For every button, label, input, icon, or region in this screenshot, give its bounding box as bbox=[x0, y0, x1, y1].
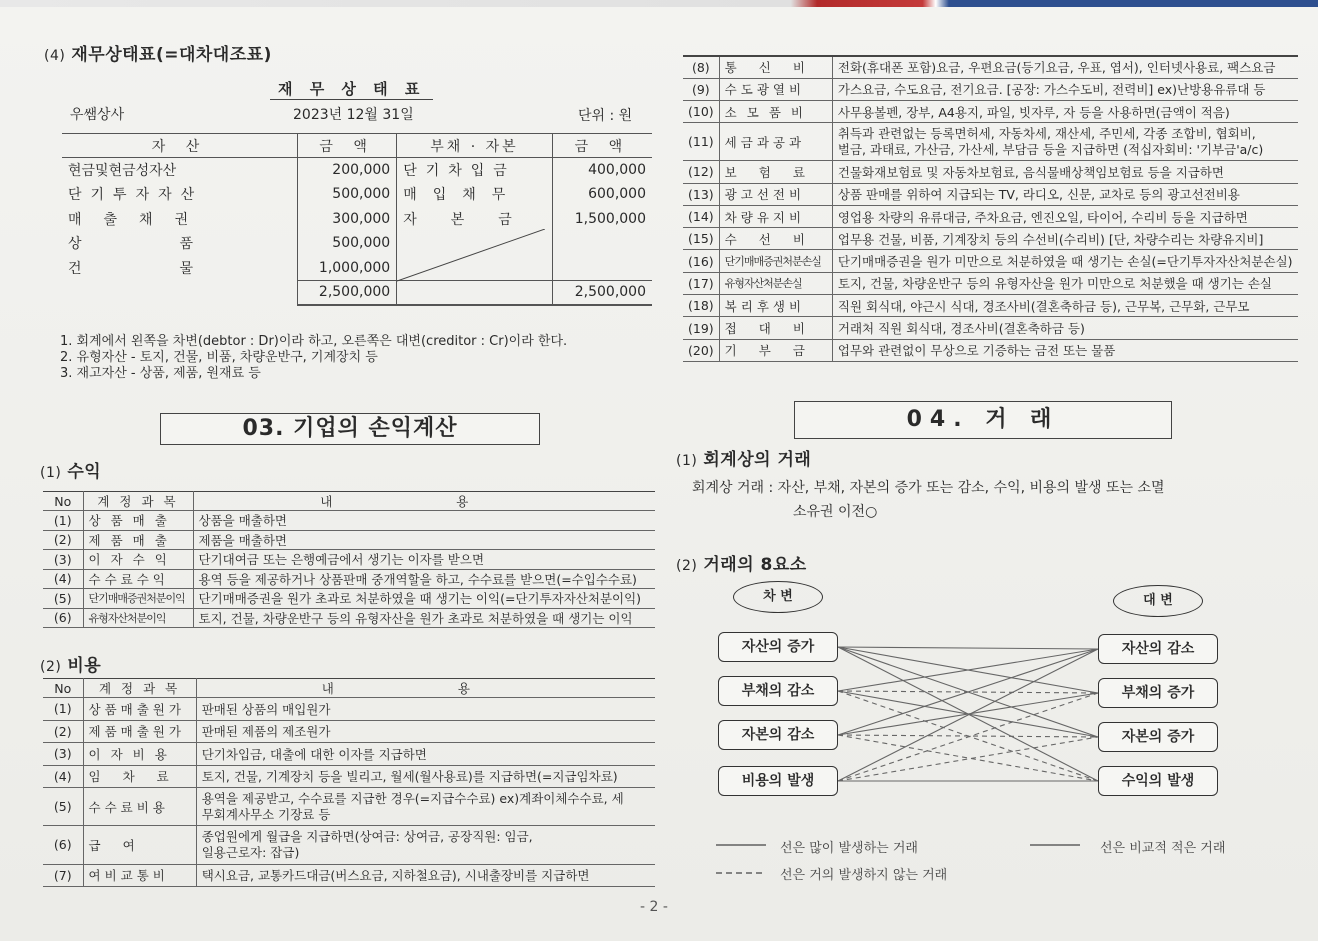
description-text: 업무용 건물, 비품, 기계장치 등의 수선비(수리비) [단, 차량수리는 차량유지비] bbox=[837, 231, 1264, 247]
liability-name: 단기차입금 bbox=[397, 158, 553, 183]
asset-amount: 500,000 bbox=[298, 231, 397, 256]
asset-amount: 500,000 bbox=[298, 182, 397, 207]
description-text: 직원 회식대, 야근시 식대, 경조사비(결혼축하금 등), 근무복, 근무화, 근무모 bbox=[837, 298, 1250, 314]
statement-date: 2023년 12월 31일 bbox=[293, 107, 414, 123]
note-item: 3. 재고자산 - 상품, 제품, 원재료 등 bbox=[60, 366, 261, 381]
description-text: 토지, 건물, 차량운반구 등의 유형자산을 원가 미만으로 처분했을 때 생기는 손실 bbox=[837, 276, 1272, 292]
row-number: (10) bbox=[683, 101, 719, 123]
liability-name: 매입채무 bbox=[397, 182, 553, 207]
accounting-tx-line1: 회계상 거래 : 자산, 부채, 자본의 증가 또는 감소, 수익, 비용의 발생 또는 소멸 bbox=[692, 480, 1165, 496]
account-name: 유형자산처분손실 bbox=[719, 272, 832, 294]
header-liabilities: 부채 · 자본 bbox=[397, 134, 553, 158]
row-number: (6) bbox=[43, 826, 83, 864]
description-text: 영업용 차량의 유류대금, 주차요금, 엔진오일, 타이어, 수리비 등을 지급하면 bbox=[837, 209, 1248, 225]
accounting-tx-title: 회계상의 거래 bbox=[703, 450, 812, 470]
description-text: 단기매매증권을 원가 미만으로 처분하였을 때 생기는 손실(=단기투자자산처분손실) bbox=[837, 254, 1293, 270]
description-text: 토지, 건물, 차량운반구 등의 유형자산을 원가 초과로 처분하였을 때 생기는 이익 bbox=[198, 610, 633, 626]
account-name: 상품매출원가 bbox=[83, 698, 196, 721]
transaction-line bbox=[838, 693, 1098, 781]
description-text: 단기매매증권을 원가 초과로 처분하였을 때 생기는 이익(=단기투자자산처분이익) bbox=[198, 591, 642, 607]
row-number: (2) bbox=[43, 720, 83, 743]
account-name: 통신비 bbox=[719, 56, 832, 78]
transaction-line bbox=[838, 693, 1098, 735]
liability-amount: 1,500,000 bbox=[574, 210, 646, 227]
page-number: - 2 - bbox=[640, 899, 668, 915]
section03-title: 03. 기업의 손익계산 bbox=[160, 413, 540, 445]
description-text: 단기차입금, 대출에 대한 이자를 지급하면 bbox=[201, 746, 427, 762]
row-number: (11) bbox=[683, 123, 719, 161]
transaction-lines bbox=[0, 7, 1318, 941]
transaction-line bbox=[838, 649, 1098, 691]
asset-amount: 300,000 bbox=[298, 207, 397, 232]
total-right: 2,500,000 bbox=[552, 280, 652, 305]
description-text: 토지, 건물, 기계장치 등을 빌리고, 월세(월사용료)를 지급하면(=지급임차료) bbox=[201, 769, 618, 785]
account-name: 유형자산처분이익 bbox=[83, 608, 193, 628]
credit-label: 대 변 bbox=[1113, 585, 1203, 617]
balance-sheet-num: (4) bbox=[44, 48, 66, 64]
row-number: (14) bbox=[683, 205, 719, 227]
expense-num: (2) bbox=[40, 659, 62, 675]
description-text: 택시요금, 교통카드대금(버스요금, 지하철요금), 시내출장비를 지급하면 bbox=[201, 868, 590, 884]
description-text: 상품을 매출하면 bbox=[198, 513, 287, 529]
description-text: 용역을 제공받고, 수수료를 지급한 경우(=지급수수료) ex)계좌이체수수료, 세 bbox=[201, 790, 624, 806]
account-name: 상품매출 bbox=[83, 511, 193, 531]
accounting-tx-line2: 소유권 이전○ bbox=[793, 504, 878, 520]
account-name: 이자수익 bbox=[83, 550, 193, 570]
description-text: 건물화재보험료 및 자동차보험료, 음식물배상책임보험료 등을 지급하면 bbox=[837, 164, 1224, 180]
description-text: 단기대여금 또는 은행예금에서 생기는 이자를 받으면 bbox=[198, 552, 485, 568]
row-number: (4) bbox=[43, 569, 83, 589]
liability-amount: 600,000 bbox=[588, 186, 646, 203]
note-item: 1. 회계에서 왼쪽을 차변(debtor : Dr)이라 하고, 오른쪽은 대변(creditor : Cr)이라 한다. bbox=[60, 334, 568, 349]
account-name: 여비교통비 bbox=[83, 864, 196, 887]
eight-elements-num: (2) bbox=[676, 558, 698, 574]
row-number: (1) bbox=[43, 511, 83, 531]
left-element: 부채의 감소 bbox=[718, 676, 838, 706]
row-number: (3) bbox=[43, 550, 83, 570]
revenue-num: (1) bbox=[40, 465, 62, 481]
asset-name: 상품 bbox=[68, 236, 292, 253]
account-name: 수도광열비 bbox=[719, 78, 832, 100]
row-number: (1) bbox=[43, 698, 83, 721]
account-name: 이자비용 bbox=[83, 743, 196, 766]
unit-label: 단위 : 원 bbox=[578, 108, 633, 124]
legend-thin-line bbox=[1030, 837, 1100, 857]
col-account: 계 정 과 목 bbox=[83, 492, 193, 511]
transaction-line bbox=[838, 649, 1098, 735]
description-text: 사무용볼펜, 장부, A4용지, 파일, 빗자루, 자 등을 사용하면(금액이 적음) bbox=[837, 104, 1230, 120]
asset-name: 매출채권 bbox=[68, 211, 211, 228]
header-assets: 자 산 bbox=[62, 134, 298, 158]
liability-name: 자본금 bbox=[397, 207, 553, 232]
account-name: 보험료 bbox=[719, 161, 832, 183]
legend-frequent: 선은 많이 발생하는 거래 bbox=[780, 841, 918, 856]
col-account: 계 정 과 목 bbox=[83, 679, 196, 698]
account-name: 접대비 bbox=[719, 317, 832, 339]
legend-less-frequent: 선은 비교적 적은 거래 bbox=[1100, 841, 1226, 856]
row-number: (6) bbox=[43, 608, 83, 628]
description-text: 취득과 관련없는 등록면허세, 자동차세, 재산세, 주민세, 각종 조합비, 협회비, bbox=[837, 125, 1256, 141]
description-text: 가스요금, 수도요금, 전기요금. [공장: 가스수도비, 전력비] ex)난방용유류대 등 bbox=[837, 82, 1266, 98]
col-content: 내 용 bbox=[193, 492, 655, 511]
description-text-cont: 무회계사무소 기장료 등 bbox=[201, 806, 331, 822]
liability-amount: 400,000 bbox=[588, 162, 646, 178]
row-number: (3) bbox=[43, 743, 83, 766]
account-name: 복리후생비 bbox=[719, 295, 832, 317]
eight-elements-title: 거래의 8요소 bbox=[703, 555, 807, 575]
row-number: (4) bbox=[43, 765, 83, 788]
account-name: 임차료 bbox=[83, 765, 196, 788]
top-edge-strip bbox=[0, 0, 1318, 7]
description-text: 제품을 매출하면 bbox=[198, 532, 287, 548]
row-number: (20) bbox=[683, 339, 719, 361]
statement-title: 재 무 상 태 표 bbox=[270, 78, 433, 100]
row-number: (15) bbox=[683, 228, 719, 250]
account-name: 세금과공과 bbox=[719, 123, 832, 161]
row-number: (12) bbox=[683, 161, 719, 183]
left-element: 비용의 발생 bbox=[718, 766, 838, 796]
account-name: 수수료수익 bbox=[83, 569, 193, 589]
asset-amount: 200,000 bbox=[298, 158, 397, 183]
account-name: 소모품비 bbox=[719, 101, 832, 123]
row-number: (13) bbox=[683, 183, 719, 205]
transaction-line bbox=[838, 737, 1098, 781]
description-text-cont: 벌금, 과태료, 가산금, 가산세, 부담금 등을 지급하면 (적십자회비: '기부금'a/c) bbox=[837, 141, 1264, 157]
legend-rare: 선은 거의 발생하지 않는 거래 bbox=[780, 868, 948, 883]
asset-name: 현금및현금성자산 bbox=[68, 163, 177, 179]
row-number: (2) bbox=[43, 530, 83, 550]
accounting-tx-num: (1) bbox=[676, 453, 698, 469]
row-number: (8) bbox=[683, 56, 719, 78]
col-no: No bbox=[43, 492, 83, 511]
legend-dashed-line bbox=[710, 865, 780, 885]
revenue-title: 수익 bbox=[67, 462, 102, 482]
row-number: (5) bbox=[43, 788, 83, 826]
asset-name: 단기투자자산 bbox=[68, 187, 204, 204]
balance-sheet-title: 재무상태표(=대차대조표) bbox=[71, 45, 272, 65]
description-text: 상품 판매를 위하여 지급되는 TV, 라디오, 신문, 교차로 등의 광고선전비용 bbox=[837, 187, 1240, 203]
description-text: 용역 등을 제공하거나 상품판매 중개역할을 하고, 수수료를 받으면(=수입수수료) bbox=[198, 571, 637, 587]
account-name: 광고선전비 bbox=[719, 183, 832, 205]
description-text: 판매된 제품의 제조원가 bbox=[201, 724, 331, 740]
header-amount-left: 금 액 bbox=[298, 134, 397, 158]
account-name: 제품매출 bbox=[83, 530, 193, 550]
document-page bbox=[0, 7, 1318, 941]
note-item: 2. 유형자산 - 토지, 건물, 비품, 차량운반구, 기계장치 등 bbox=[60, 350, 378, 365]
col-no: No bbox=[43, 679, 83, 698]
row-number: (7) bbox=[43, 864, 83, 887]
row-number: (19) bbox=[683, 317, 719, 339]
debit-label: 차 변 bbox=[733, 581, 823, 613]
description-text: 종업원에게 월급을 지급하면(상여금: 상여금, 공장직원: 임금, bbox=[201, 828, 533, 844]
section04-title: 04. 거 래 bbox=[794, 401, 1172, 439]
row-number: (16) bbox=[683, 250, 719, 272]
description-text: 판매된 상품의 매입원가 bbox=[201, 701, 331, 717]
account-name: 단기매매증권처분손실 bbox=[719, 250, 832, 272]
company-name: 우쌤상사 bbox=[70, 107, 125, 123]
account-name: 수선비 bbox=[719, 228, 832, 250]
account-name: 단기매매증권처분이익 bbox=[83, 589, 193, 609]
row-number: (18) bbox=[683, 295, 719, 317]
transaction-line bbox=[838, 647, 1098, 649]
col-content: 내 용 bbox=[196, 679, 655, 698]
account-name: 급여 bbox=[83, 826, 196, 864]
right-element: 자본의 증가 bbox=[1098, 722, 1218, 752]
description-text: 전화(휴대폰 포함)요금, 우편요금(등기요금, 우표, 엽서), 인터넷사용료, 팩스요금 bbox=[837, 60, 1276, 76]
header-amount-right: 금 액 bbox=[552, 134, 652, 158]
expense-title: 비용 bbox=[67, 656, 102, 676]
row-number: (17) bbox=[683, 272, 719, 294]
description-text: 거래처 직원 회식대, 경조사비(결혼축하금 등) bbox=[837, 321, 1085, 337]
asset-amount: 1,000,000 bbox=[298, 256, 397, 281]
row-number: (9) bbox=[683, 78, 719, 100]
asset-name: 건물 bbox=[68, 260, 292, 277]
right-element: 자산의 감소 bbox=[1098, 634, 1218, 664]
left-element: 자본의 감소 bbox=[718, 720, 838, 750]
account-name: 수수료비용 bbox=[83, 788, 196, 826]
account-name: 기부금 bbox=[719, 339, 832, 361]
right-element: 부채의 증가 bbox=[1098, 678, 1218, 708]
description-text: 업무와 관련없이 무상으로 기증하는 금전 또는 물품 bbox=[837, 343, 1116, 359]
account-name: 제품매출원가 bbox=[83, 720, 196, 743]
right-element: 수익의 발생 bbox=[1098, 766, 1218, 796]
row-number: (5) bbox=[43, 589, 83, 609]
account-name: 차량유지비 bbox=[719, 205, 832, 227]
total-left: 2,500,000 bbox=[298, 280, 397, 305]
left-element: 자산의 증가 bbox=[718, 632, 838, 662]
description-text-cont: 일용근로자: 잡급) bbox=[201, 844, 300, 860]
